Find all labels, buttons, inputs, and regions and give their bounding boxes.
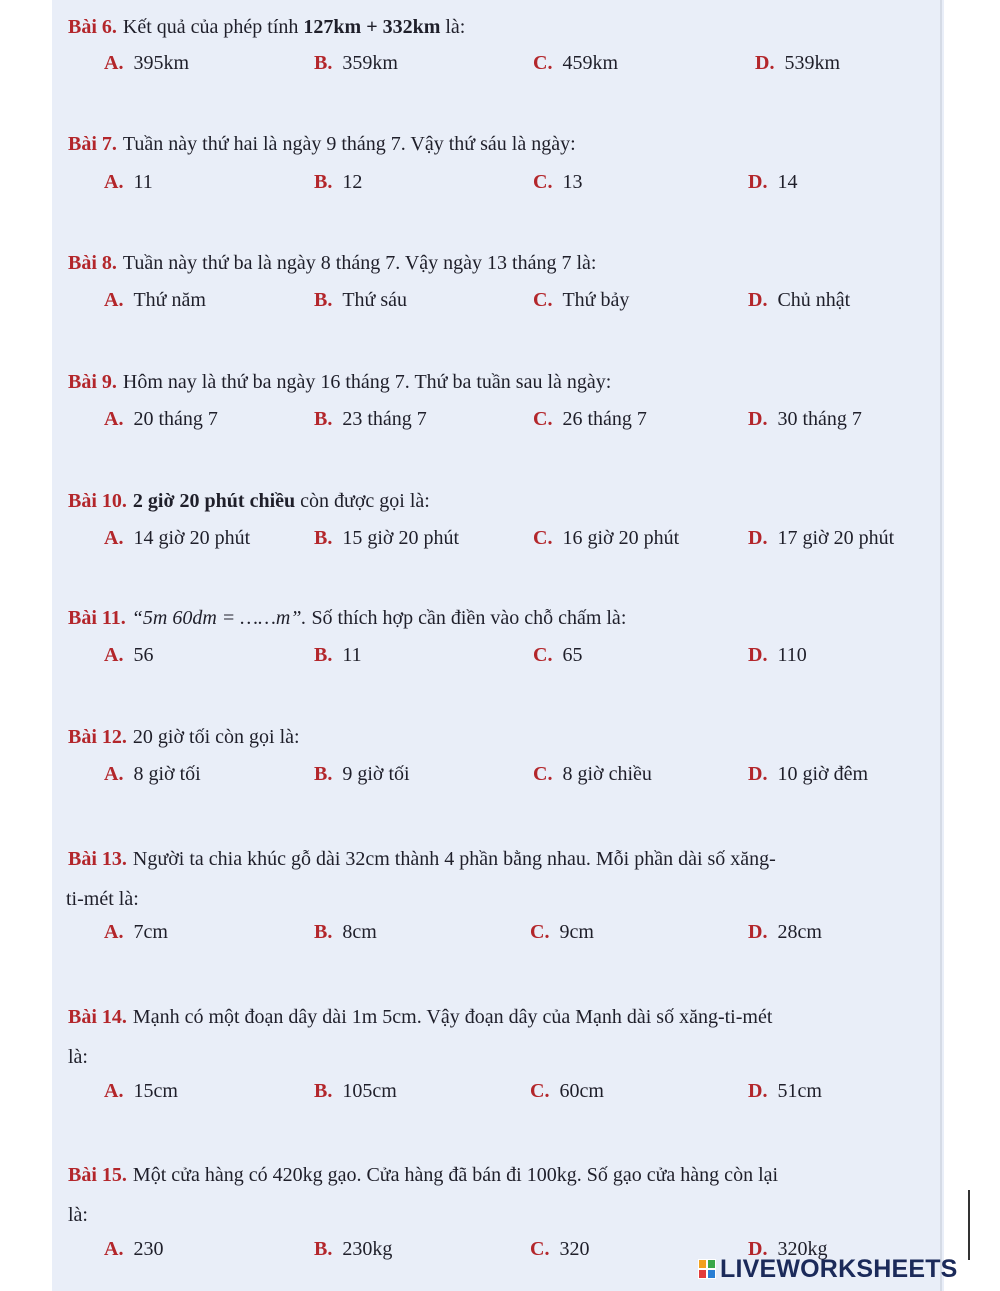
option-a[interactable]: A. 20 tháng 7 [104,408,218,430]
option-d[interactable]: D. 14 [748,171,798,193]
question-number: Bài 7. [68,133,117,155]
option-text: 9cm [559,921,594,943]
question-text: Người ta chia khúc gỗ dài 32cm thành 4 phần bằng nhau. Mỗi phần dài số xăng- [132,848,776,870]
question-text: Một cửa hàng có 420kg gạo. Cửa hàng đã bán đi 100kg. Số gạo cửa hàng còn lại [132,1164,779,1186]
option-text: 539km [784,52,841,74]
option-text: 105cm [342,1080,397,1102]
option-b[interactable]: B. 8cm [314,921,377,943]
question-10 [68,485,888,517]
option-a[interactable]: A. 395km [104,52,190,74]
option-c[interactable]: C. 9cm [530,921,594,943]
option-c[interactable]: C. 60cm [530,1080,604,1102]
option-text: 56 [133,644,154,666]
option-b[interactable]: B. 230kg [314,1238,393,1260]
question-number: Bài 12. [68,726,127,748]
option-text: 30 tháng 7 [777,408,862,430]
question-12 [68,721,888,753]
option-c[interactable]: C. 13 [533,171,583,193]
options-10 [0,527,1000,557]
option-text: 23 tháng 7 [342,408,427,430]
option-a[interactable]: A. 56 [104,644,154,666]
option-a[interactable]: A. 230 [104,1238,164,1260]
option-text: 26 tháng 7 [562,408,647,430]
option-text: 320kg [777,1238,828,1260]
question-text: Tuần này thứ ba là ngày 8 tháng 7. Vậy ngày 13 tháng 7 là: [122,252,597,274]
option-text: 9 giờ tối [342,763,410,785]
option-text: 8cm [342,921,377,943]
option-d[interactable]: D. 320kg [748,1238,828,1260]
option-text: 14 giờ 20 phút [133,527,251,549]
option-b[interactable]: B. 15 giờ 20 phút [314,527,460,549]
option-b[interactable]: B. 9 giờ tối [314,763,410,785]
option-text: 11 [342,644,362,666]
option-b[interactable]: B. 23 tháng 7 [314,408,427,430]
option-text: 7cm [133,921,168,943]
options-12 [0,763,1000,793]
option-text: 110 [777,644,807,666]
option-d[interactable]: D. 539km [755,52,841,74]
option-b[interactable]: B. 359km [314,52,398,74]
question-number: Bài 6. [68,16,117,38]
question-text-continued: ti-mét là: [66,888,139,910]
option-text: 15cm [133,1080,178,1102]
option-text: 230kg [342,1238,393,1260]
option-text: 8 giờ chiều [562,763,652,785]
option-text: 320 [559,1238,590,1260]
question-number: Bài 15. [68,1164,127,1186]
question-text: Hôm nay là thứ ba ngày 16 tháng 7. Thứ ba tuần sau là ngày: [122,371,612,393]
option-a[interactable]: A. 11 [104,171,153,193]
option-d[interactable]: D. 110 [748,644,807,666]
question-15 [68,1155,888,1235]
option-text: 13 [562,171,583,193]
option-d[interactable]: D. 51cm [748,1080,822,1102]
option-c[interactable]: C. 320 [530,1238,590,1260]
liveworksheets-logo-icon [698,1259,716,1279]
option-d[interactable]: D. 30 tháng 7 [748,408,862,430]
question-text: Kết quả của phép tính [122,16,304,38]
option-text: 65 [562,644,583,666]
liveworksheets-logo-text: LIVEWORKSHEETS [720,1254,958,1283]
option-c[interactable]: C. 16 giờ 20 phút [533,527,680,549]
question-text: Số thích hợp cần điền vào chỗ chấm là: [306,607,627,629]
option-a[interactable]: A. 7cm [104,921,168,943]
option-d[interactable]: D. Chủ nhật [748,289,851,311]
option-d[interactable]: D. 10 giờ đêm [748,763,869,785]
option-text: 17 giờ 20 phút [777,527,895,549]
option-text: Thứ bảy [562,289,630,311]
option-text: 11 [133,171,153,193]
option-d[interactable]: D. 17 giờ 20 phút [748,527,895,549]
question-text-continued: là: [68,1204,88,1226]
option-b[interactable]: B. 105cm [314,1080,397,1102]
option-c[interactable]: C. 65 [533,644,583,666]
question-text: 20 giờ tối còn gọi là: [132,726,300,748]
question-text: Tuần này thứ hai là ngày 9 tháng 7. Vậy thứ sáu là ngày: [122,133,576,155]
option-a[interactable]: A. Thứ năm [104,289,206,311]
option-b[interactable]: B. 11 [314,644,362,666]
question-6 [68,11,888,43]
question-number: Bài 8. [68,252,117,274]
options-7 [0,171,1000,201]
option-text: 12 [342,171,363,193]
question-number: Bài 11. [68,607,126,629]
question-text: Mạnh có một đoạn dây dài 1m 5cm. Vậy đoạn dây của Mạnh dài số xăng-ti-mét [132,1006,773,1028]
option-c[interactable]: C. Thứ bảy [533,289,630,311]
option-text: 459km [562,52,619,74]
option-text: 20 tháng 7 [133,408,218,430]
option-text: 51cm [777,1080,822,1102]
option-text: 395km [133,52,190,74]
question-14 [68,997,888,1077]
options-6 [0,52,1000,82]
option-c[interactable]: C. 8 giờ chiều [533,763,652,785]
question-number: Bài 14. [68,1006,127,1028]
option-a[interactable]: A. 14 giờ 20 phút [104,527,251,549]
option-b[interactable]: B. 12 [314,171,363,193]
question-11 [68,602,888,634]
question-text-continued: là: [68,1046,88,1068]
question-text: là: [440,16,466,38]
option-text: 10 giờ đêm [777,763,869,785]
option-text: 16 giờ 20 phút [562,527,680,549]
option-a[interactable]: A. 15cm [104,1080,178,1102]
question-number: Bài 13. [68,848,127,870]
option-text: Thứ sáu [342,289,408,311]
option-text: Thứ năm [133,289,206,311]
option-c[interactable]: C. 26 tháng 7 [533,408,647,430]
question-number: Bài 10. [68,490,127,512]
options-13 [0,921,1000,951]
options-14 [0,1080,1000,1110]
question-8 [68,247,888,279]
liveworksheets-logo [698,1252,958,1286]
option-text: 359km [342,52,398,74]
question-number: Bài 9. [68,371,117,393]
option-b[interactable]: B. Thứ sáu [314,289,408,311]
option-text: 60cm [559,1080,604,1102]
option-d[interactable]: D. 28cm [748,921,822,943]
question-text: còn được gọi là: [295,490,430,512]
question-text-bold: 127km + 332km [303,16,441,38]
options-8 [0,289,1000,319]
option-text: 230 [133,1238,164,1260]
option-text: Chủ nhật [777,289,851,311]
question-text-bold: 2 giờ 20 phút chiều [132,490,296,512]
option-text: 8 giờ tối [133,763,201,785]
option-text: 15 giờ 20 phút [342,527,460,549]
question-13 [68,839,888,919]
option-c[interactable]: C. 459km [533,52,619,74]
option-a[interactable]: A. 8 giờ tối [104,763,201,785]
question-7 [68,128,888,160]
question-expression: “5m 60dm = ……m”. [131,607,307,629]
option-text: 14 [777,171,798,193]
question-9 [68,366,888,398]
options-11 [0,644,1000,674]
options-9 [0,408,1000,438]
option-text: 28cm [777,921,822,943]
